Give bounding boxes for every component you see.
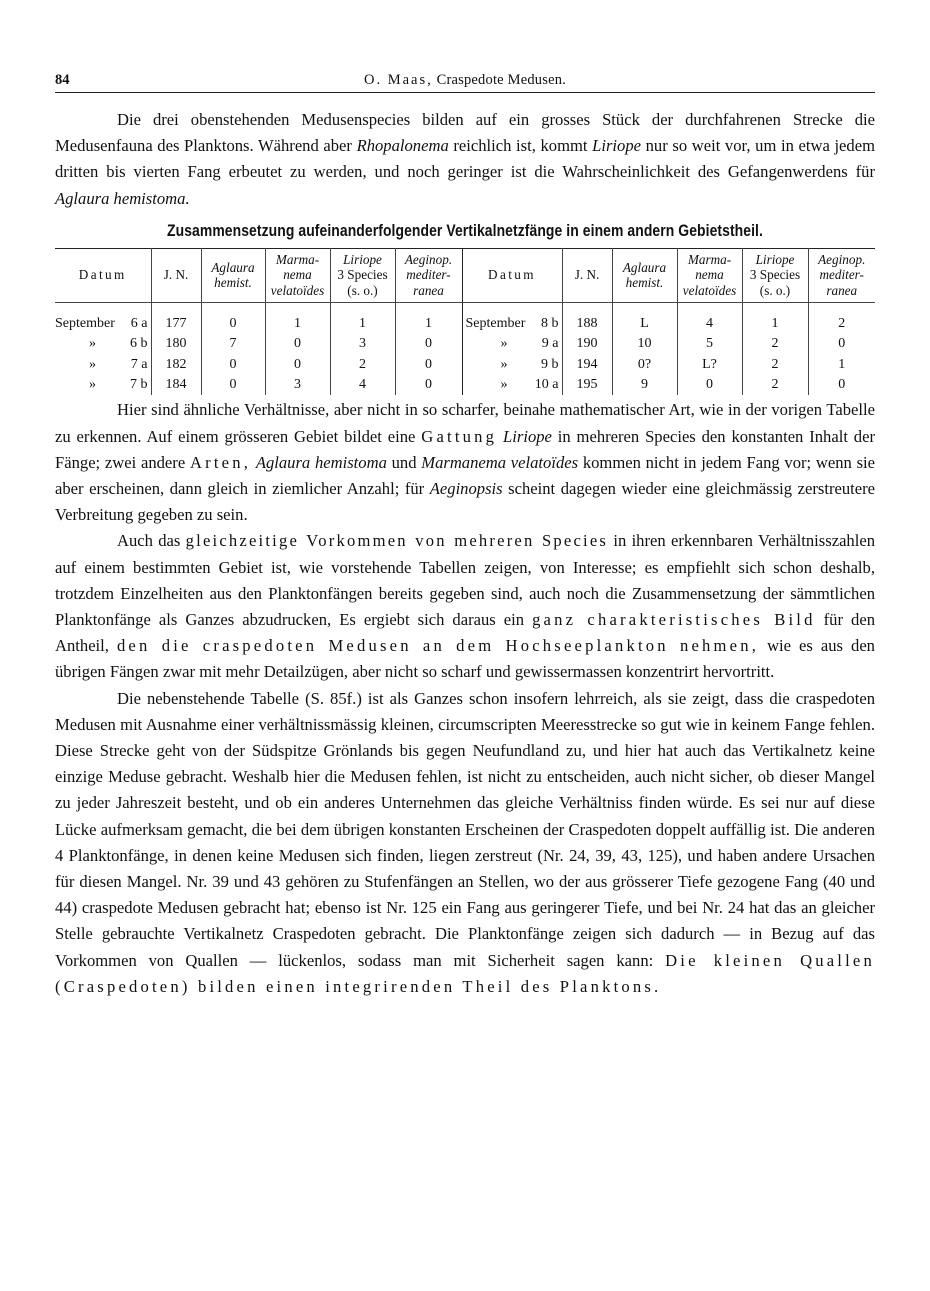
- col-header-aglaura: [612, 248, 677, 303]
- date-day: 10 a: [534, 377, 559, 393]
- text-run: für den Antheil,: [55, 609, 875, 656]
- cell-aglaura: 0: [201, 375, 265, 396]
- header-text: (s. o.): [347, 282, 378, 298]
- date-month: September: [465, 315, 526, 331]
- running-title: [55, 72, 875, 89]
- header-text: mediter-: [819, 267, 864, 283]
- cell-aeginop: 0: [395, 334, 462, 355]
- cell-liriope: 1: [742, 313, 808, 334]
- header-text: velatoïdes: [270, 282, 325, 298]
- date-month: »: [500, 356, 508, 372]
- col-header-aglaura: [201, 248, 265, 303]
- cell-jn: 195: [562, 375, 612, 396]
- header-text: hemist.: [625, 275, 664, 291]
- cell-liriope: 2: [330, 354, 395, 375]
- cell-liriope: 3: [330, 334, 395, 355]
- header-text: Aglaura: [622, 259, 667, 275]
- cell-date: [55, 375, 151, 396]
- page-number: 84: [55, 72, 70, 88]
- header-text: ranea: [826, 282, 858, 298]
- date-day: 9 a: [541, 336, 559, 352]
- date-month: »: [89, 356, 96, 372]
- cell-date: [462, 334, 562, 355]
- taxon-name: Aeginopsis: [429, 478, 503, 498]
- table-spacer-row: [55, 303, 875, 314]
- spaced-text: den die craspedoten Medusen an dem Hochseeplankton nehmen,: [116, 636, 760, 656]
- table-caption: Zusammensetzung aufeinanderfolgender Vertikalnetzfänge in einem andern Gebietstheil.: [167, 221, 763, 240]
- header-text: Marma-: [275, 251, 320, 267]
- col-header-datum: [462, 248, 562, 303]
- cell-marmanema: 0: [677, 375, 742, 396]
- paragraph-2: [55, 397, 875, 528]
- spaced-text: Gattung: [421, 426, 498, 446]
- header-text: Liriope: [755, 251, 795, 267]
- taxon-name: Aglaura hemistoma: [255, 452, 387, 472]
- cell-aeginop: 0: [808, 334, 875, 355]
- text-run: reichlich ist, kommt: [448, 136, 593, 156]
- discussion-section: [55, 397, 875, 1000]
- cell-liriope: 2: [742, 334, 808, 355]
- text-run: nur so weit vor, um in etwa jedem dritten bis vierten Fang erbeutet zu werden, und noch geringer ist die Wahrscheinlichkeit des Gefangenwerdens für: [55, 136, 875, 182]
- col-header-aeginop: [395, 248, 462, 303]
- col-header-datum: [55, 248, 151, 303]
- taxon-name: Marmanema velatoïdes: [421, 452, 579, 472]
- col-header-jn: J. N.: [151, 248, 201, 303]
- cell-marmanema: 1: [265, 313, 330, 334]
- cell-aglaura: 0: [201, 354, 265, 375]
- catch-composition-table: [55, 248, 875, 396]
- cell-marmanema: L?: [677, 354, 742, 375]
- running-header: [55, 70, 875, 93]
- table-row: [55, 334, 875, 355]
- date-month: September: [55, 315, 115, 331]
- cell-aeginop: 0: [395, 375, 462, 396]
- taxon-name: Liriope: [503, 426, 552, 446]
- cell-jn: 177: [151, 313, 201, 334]
- header-text: 3 Species: [337, 267, 388, 283]
- cell-jn: 194: [562, 354, 612, 375]
- cell-marmanema: 3: [265, 375, 330, 396]
- col-header-liriope: [330, 248, 395, 303]
- col-header-marmanema: [265, 248, 330, 303]
- text-run: wie es aus den übrigen Fängen zwar mit mehr Detailzügen, aber nicht so scharf und gewissermassen konzentrirt hervortritt.: [55, 636, 875, 682]
- header-text: Aeginop.: [818, 251, 866, 267]
- cell-date: [462, 375, 562, 396]
- date-month: »: [89, 377, 96, 393]
- date-month: »: [89, 336, 96, 352]
- col-header-aeginop: [808, 248, 875, 303]
- date-month: »: [500, 377, 508, 393]
- header-text: nema: [283, 267, 312, 283]
- cell-marmanema: 0: [265, 334, 330, 355]
- header-text: Datum: [78, 267, 127, 283]
- cell-liriope: 1: [330, 313, 395, 334]
- header-text: nema: [695, 267, 724, 283]
- date-day: 6 a: [130, 315, 148, 331]
- cell-date: [55, 334, 151, 355]
- cell-marmanema: 5: [677, 334, 742, 355]
- spaced-text: Arten,: [189, 452, 252, 472]
- running-title-rest: Craspedote Medusen.: [436, 72, 567, 88]
- cell-aglaura: L: [612, 313, 677, 334]
- text-run: Auch das: [117, 531, 186, 551]
- header-text: 3 Species: [749, 267, 801, 283]
- header-text: hemist.: [214, 275, 252, 291]
- spaced-text: gleichzeitige Vorkommen von mehreren Species: [185, 531, 609, 551]
- cell-date: [462, 354, 562, 375]
- cell-jn: 180: [151, 334, 201, 355]
- date-month: »: [500, 336, 508, 352]
- text-run: und: [386, 452, 422, 472]
- cell-liriope: 2: [742, 354, 808, 375]
- table-row: [55, 375, 875, 396]
- table-row: [55, 354, 875, 375]
- cell-aglaura: 0?: [612, 354, 677, 375]
- text-run: Die nebenstehende Tabelle (S. 85f.) ist als Ganzes schon insofern lehrreich, als sie zeigt, dass die craspedoten Medusen mit Ausnahme einer verhältnissmässig kleinen, circumscripten Meeresstrecke so gut wie in keinem Fange fehlen. Diese Strecke geht von der Südspitze Grönlands bis gegen Neufundland zu, und hier hat auch das Vertikalnetz keine einzige Meduse gebracht. Weshalb hier die Medusen fehlen, ist nicht zu entscheiden, auch nicht sicher, ob dieser Mangel zu jeder Jahreszeit besteht, und ob ein anderes Unternehmen das gleiche Verhältniss finden würde. Es sei nur auf diese Lücke aufmerksam gemacht, die bei dem übrigen konstanten Erscheinen der Craspedoten doppelt auffällig ist. Die anderen 4 Planktonfänge, in denen keine Medusen sich finden, liegen zerstreut (Nr. 24, 39, 43, 125), und haben andere Ursachen für diesen Mangel. Nr. 39 und 43 gehören zu Stufenfängen an Stellen, wo der aus grösserer Tiefe gezogene Fang (40 und 44) craspedote Medusen gebracht hat; ebenso ist Nr. 125 ein Fang aus geringerer Tiefe, und bei Nr. 24 hat das an gleicher Stelle gebrauchte Vertikalnetz Craspedoten gebracht. Die Planktonfänge zeigen sich dadurch — in Bezug auf das Vorkommen von Quallen — lückenlos, sodass man mit Sicherheit sagen kann:: [55, 688, 875, 970]
- cell-aglaura: 7: [201, 334, 265, 355]
- taxon-name: Rhopalonema: [356, 136, 449, 156]
- cell-jn: 182: [151, 354, 201, 375]
- cell-liriope: 2: [742, 375, 808, 396]
- running-title-author: O. Maas,: [363, 72, 433, 88]
- intro-section: [55, 107, 875, 212]
- cell-date: [55, 354, 151, 375]
- header-text: Datum: [488, 267, 536, 283]
- header-text: ranea: [413, 282, 444, 298]
- text-run: scheint dagegen wieder eine gleichmässig zerstreutere Verbreitung gegeben zu sein.: [55, 478, 875, 525]
- table-row: [55, 313, 875, 334]
- text-run: in ihren erkennbaren Verhältnisszahlen auf einem bestimmten Gebiet ist, wie vorstehende Tabellen zeigen, von Interesse; es empfiehlt sich schon deshalb, trotzdem Einzelheiten aus den Planktonfängen bereits gegeben sind, auch noch die Zusammensetzung der sämmtlichen Planktonfänge als Ganzes abzudrucken, Es ergiebt sich daraus ein: [55, 531, 875, 629]
- taxon-name: Aglaura hemistoma.: [55, 188, 190, 208]
- header-text: Aglaura: [211, 259, 255, 275]
- header-text: Liriope: [343, 251, 382, 267]
- header-text: Marma-: [687, 251, 732, 267]
- cell-aeginop: 0: [395, 354, 462, 375]
- cell-aeginop: 1: [808, 354, 875, 375]
- page: [55, 70, 875, 1000]
- date-day: 7 a: [130, 356, 148, 372]
- table-header-row: [55, 248, 875, 303]
- cell-jn: 188: [562, 313, 612, 334]
- col-header-marmanema: [677, 248, 742, 303]
- cell-marmanema: 4: [677, 313, 742, 334]
- date-day: 6 b: [130, 336, 148, 352]
- cell-aglaura: 0: [201, 313, 265, 334]
- cell-aglaura: 9: [612, 375, 677, 396]
- date-day: 7 b: [130, 377, 148, 393]
- col-header-jn: J. N.: [562, 248, 612, 303]
- text-run: Hier sind ähnliche Verhältnisse, aber nicht in so scharfer, beinahe mathematischer Art, wie in der vorigen Tabelle zu erkennen. Auf einem grösseren Gebiet bildet eine: [55, 400, 875, 446]
- header-text: mediter-: [406, 267, 451, 283]
- spaced-text: ganz charakteristisches Bild: [532, 609, 816, 629]
- paragraph-3: [55, 528, 875, 685]
- cell-aglaura: 10: [612, 334, 677, 355]
- text-run: kommen nicht in jedem Fang vor; wenn sie aber erscheinen, dann gleich in ziemlicher Anzahl; für: [55, 452, 876, 498]
- header-text: (s. o.): [759, 282, 791, 298]
- paragraph-4: [55, 686, 875, 1000]
- spaced-text: Die kleinen Quallen (Craspedoten) bilden einen integrirenden Theil des Planktons.: [55, 950, 875, 996]
- cell-aeginop: 0: [808, 375, 875, 396]
- cell-jn: 184: [151, 375, 201, 396]
- cell-marmanema: 0: [265, 354, 330, 375]
- cell-aeginop: 1: [395, 313, 462, 334]
- header-text: velatoïdes: [682, 282, 737, 298]
- cell-liriope: 4: [330, 375, 395, 396]
- cell-jn: 190: [562, 334, 612, 355]
- intro-paragraph: [55, 107, 875, 212]
- date-day: 9 b: [541, 356, 559, 372]
- col-header-liriope: [742, 248, 808, 303]
- text-run: Die drei obenstehenden Medusenspecies bilden auf ein grosses Stück der durchfahrenen Strecke die Medusenfauna des Planktons. Während aber: [55, 110, 875, 156]
- cell-aeginop: 2: [808, 313, 875, 334]
- date-day: 8 b: [541, 315, 559, 331]
- header-text: Aeginop.: [404, 251, 453, 267]
- taxon-name: Liriope: [592, 136, 642, 156]
- cell-date: [55, 313, 151, 334]
- text-run: in mehreren Species den konstanten Inhalt der Fänge; zwei andere: [55, 426, 875, 472]
- cell-date: [462, 313, 562, 334]
